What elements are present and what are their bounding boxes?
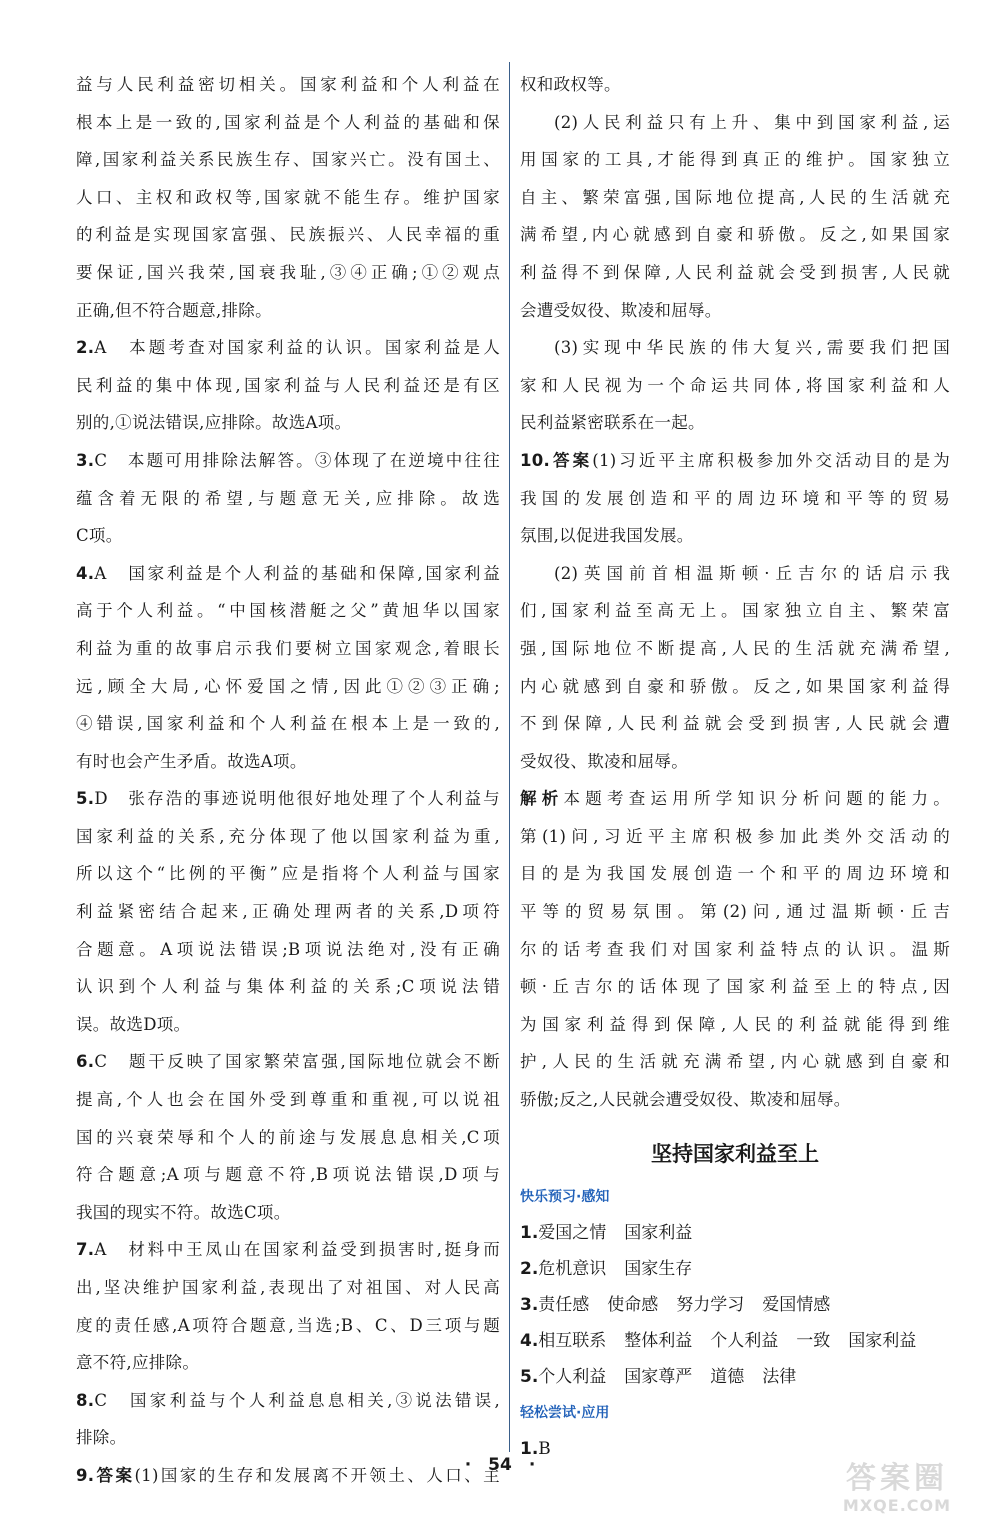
watermark-url: MXQE.COM — [842, 1496, 952, 1515]
text-line — [76, 1156, 500, 1194]
watermark-logo — [802, 1462, 992, 1518]
text-line — [76, 1081, 500, 1119]
line-text: ④错误,国家利益和个人利益在根本上是一致的, — [76, 714, 500, 734]
text-line — [76, 141, 500, 179]
text-line — [520, 668, 950, 706]
text-line — [76, 66, 500, 104]
line-text: (1)国家的生存和发展离不开领土、人口、主 — [134, 1465, 500, 1485]
answer-term: 个人利益 — [538, 1366, 607, 1387]
text-line — [76, 292, 500, 330]
line-text: 正确,但不符合题意,排除。 — [76, 300, 272, 320]
line-text: 障,国家利益关系民族生存、国家兴亡。没有国土、 — [76, 150, 500, 170]
line-text: 受奴役、欺凌和屈辱。 — [520, 751, 688, 771]
answer-label: 解析 — [520, 789, 564, 809]
line-text: 为国家利益得到保障,人民的利益就能得到维 — [520, 1014, 950, 1034]
text-line — [76, 216, 500, 254]
answer-term: 国家尊严 — [624, 1366, 693, 1387]
question-number: 5. — [76, 789, 95, 809]
line-text: 氛围,以促进我国发展。 — [520, 526, 694, 546]
line-text: C项。 — [76, 526, 123, 546]
text-line — [520, 216, 950, 254]
line-text: 骄傲;反之,人民就会遭受奴役、欺凌和屈辱。 — [520, 1090, 851, 1110]
line-text: C 本题可用排除法解答。③体现了在逆境中往往 — [94, 450, 500, 470]
line-text: A 本题考查对国家利益的认识。国家利益是人 — [94, 338, 500, 358]
line-text: 不到保障,人民利益就会受到损害,人民就会遭 — [520, 714, 950, 734]
line-text: 益与人民利益密切相关。国家利益和个人利益在 — [76, 75, 500, 94]
answer-row — [520, 1287, 950, 1323]
text-line — [520, 743, 950, 781]
text-line — [520, 66, 950, 104]
line-text: 的利益是实现国家富强、民族振兴、人民幸福的重 — [76, 225, 500, 245]
left-column — [76, 66, 500, 1495]
text-line — [520, 1081, 950, 1119]
answer-term: 法律 — [762, 1366, 797, 1387]
line-text: A 材料中王凤山在国家利益受到损害时,挺身而 — [94, 1240, 500, 1260]
line-text: 强,国际地位不断提高,人民的生活就充满希望, — [520, 638, 950, 658]
watermark-text: 答案圈 — [846, 1461, 948, 1496]
text-line — [76, 855, 500, 893]
line-text: 符合题意;A项与题意不符,B项说法错误,D项与 — [76, 1165, 500, 1185]
text-line — [520, 555, 950, 593]
answer-number: 1. — [520, 1222, 539, 1243]
text-line — [76, 1231, 500, 1269]
text-line — [76, 1307, 500, 1345]
text-line — [520, 141, 950, 179]
answer-term: 国家利益 — [848, 1330, 917, 1351]
answer-label: 答案 — [94, 1465, 135, 1485]
answer-row — [520, 1251, 950, 1287]
line-text: 内心就感到自豪和骄傲。反之,如果国家利益得 — [520, 676, 950, 696]
line-text: 合题意。A项说法错误;B项说法绝对,没有正确 — [76, 939, 500, 959]
line-text: 别的,①说法错误,应排除。故选A项。 — [76, 413, 352, 433]
column-divider — [509, 62, 510, 1452]
text-line — [520, 1043, 950, 1081]
text-line — [520, 968, 950, 1006]
text-line — [520, 367, 950, 405]
line-text: 平等的贸易氛围。第(2)问,通过温斯顿·丘吉 — [520, 902, 950, 922]
answer-number: 4. — [520, 1330, 539, 1351]
line-text: 有时也会产生矛盾。故选A项。 — [76, 751, 307, 771]
line-text: 蕴含着无限的希望,与题意无关,应排除。故选 — [76, 488, 500, 508]
text-line — [76, 104, 500, 142]
page-number: · 54 · — [464, 1455, 536, 1475]
line-text: 权和政权等。 — [520, 75, 621, 94]
text-line — [76, 1194, 500, 1232]
line-text: 排除。 — [76, 1428, 127, 1448]
line-text: 本题考查运用所学知识分析问题的能力。 — [563, 789, 950, 809]
answer-number: 3. — [520, 1294, 539, 1315]
question-number: 2. — [76, 338, 95, 358]
line-text: 护,人民的生活就充满希望,内心就感到自豪和 — [520, 1052, 950, 1072]
text-line — [76, 329, 500, 367]
line-text: 顿·丘吉尔的话体现了国家利益至上的特点,因 — [520, 977, 950, 997]
line-text: 度的责任感,A项符合题意,当选;B、C、D三项与题 — [76, 1315, 500, 1335]
text-line — [76, 1269, 500, 1307]
answer-term: 国家生存 — [624, 1258, 693, 1279]
line-text: 远,顾全大局,心怀爱国之情,因此①②③正确; — [76, 676, 500, 696]
text-line — [520, 329, 950, 367]
text-line — [76, 893, 500, 931]
answer-term: B — [538, 1438, 551, 1459]
text-line — [76, 404, 500, 442]
line-text: D 张存浩的事迹说明他很好地处理了个人利益与 — [94, 789, 500, 809]
answer-term: 相互联系 — [538, 1330, 607, 1351]
text-line — [520, 705, 950, 743]
text-line — [76, 179, 500, 217]
text-line — [76, 818, 500, 856]
line-text: C 国家利益与个人利益息息相关,③说法错误, — [94, 1390, 500, 1410]
text-line — [76, 705, 500, 743]
line-text: 用国家的工具,才能得到真正的维护。国家独立 — [520, 150, 950, 170]
answer-number: 2. — [520, 1258, 539, 1279]
text-line — [520, 254, 950, 292]
answer-term: 整体利益 — [624, 1330, 693, 1351]
line-text: 会遭受奴役、欺凌和屈辱。 — [520, 300, 722, 320]
line-text: 国家利益的关系,充分体现了他以国家利益为重, — [76, 826, 500, 846]
text-line — [76, 780, 500, 818]
text-line — [76, 592, 500, 630]
preview-heading: 快乐预习·感知 — [520, 1188, 610, 1205]
line-text: 高于个人利益。“中国核潜艇之父”黄旭华以国家 — [76, 601, 500, 621]
line-text: (2)英国前首相温斯顿·丘吉尔的话启示我 — [554, 563, 950, 583]
line-text: 利益为重的故事启示我们要树立国家观念,着眼长 — [76, 638, 500, 658]
line-text: 目的是为我国发展创造一个和平的周边环境和 — [520, 864, 950, 884]
text-line — [520, 292, 950, 330]
question-number: 7. — [76, 1240, 95, 1260]
question-number: 4. — [76, 563, 95, 583]
text-line — [76, 931, 500, 969]
answer-number: 1. — [520, 1438, 539, 1459]
answer-row — [520, 1215, 950, 1251]
line-text: 根本上是一致的,国家利益是个人利益的基础和保 — [76, 112, 500, 132]
answer-term: 使命感 — [607, 1294, 659, 1315]
text-line — [520, 442, 950, 480]
line-text: C 题干反映了国家繁荣富强,国际地位就会不断 — [94, 1052, 500, 1072]
line-text: 提高,个人也会在国外受到尊重和重视,可以说祖 — [76, 1090, 500, 1110]
text-line — [76, 1119, 500, 1157]
line-text: 家和人民视为一个命运共同体,将国家利益和人 — [520, 375, 950, 395]
text-line — [520, 818, 950, 856]
answer-term: 责任感 — [538, 1294, 590, 1315]
text-line — [520, 404, 950, 442]
text-line — [76, 1006, 500, 1044]
line-text: 第(1)问,习近平主席积极参加此类外交活动的 — [520, 826, 950, 846]
line-text: 自主、繁荣富强,国际地位提高,人民的生活就充 — [520, 187, 950, 207]
text-line — [76, 1043, 500, 1081]
line-text: 我国的现实不符。故选C项。 — [76, 1202, 291, 1222]
question-number: 8. — [76, 1390, 95, 1410]
line-text: 误。故选D项。 — [76, 1014, 191, 1034]
text-line — [76, 1382, 500, 1420]
text-line — [520, 780, 950, 818]
line-text: 民利益紧密联系在一起。 — [520, 413, 705, 433]
line-text: 利益得不到保障,人民利益就会受到损害,人民就 — [520, 262, 950, 282]
section-title: 坚持国家利益至上 — [651, 1141, 819, 1166]
line-text: (3)实现中华民族的伟大复兴,需要我们把国 — [554, 338, 950, 358]
practice-heading: 轻松尝试·应用 — [520, 1404, 610, 1421]
answer-term: 国家利益 — [624, 1222, 693, 1243]
line-text: 认识到个人利益与集体利益的关系;C项说法错 — [76, 977, 500, 997]
answer-term: 努力学习 — [676, 1294, 745, 1315]
question-number: 6. — [76, 1052, 95, 1072]
answer-label: 答案 — [550, 450, 593, 470]
line-text: 要保证,国兴我荣,国衰我耻,③④正确;①②观点 — [76, 262, 500, 282]
line-text: 国的兴衰荣辱和个人的前途与发展息息相关,C项 — [76, 1127, 500, 1147]
text-line — [520, 179, 950, 217]
text-line — [520, 480, 950, 518]
text-line — [520, 893, 950, 931]
line-text: 所以这个“比例的平衡”应是指将个人利益与国家 — [76, 864, 500, 884]
line-text: A 国家利益是个人利益的基础和保障,国家利益 — [94, 563, 500, 583]
text-line — [76, 1344, 500, 1382]
answer-term: 一致 — [796, 1330, 831, 1351]
text-line — [76, 480, 500, 518]
line-text: 尔的话考查我们对国家利益特点的认识。温斯 — [520, 939, 950, 959]
question-number: 10. — [520, 450, 551, 470]
text-line — [520, 517, 950, 555]
answer-number: 5. — [520, 1366, 539, 1387]
text-line — [76, 517, 500, 555]
text-line — [520, 592, 950, 630]
text-line — [76, 254, 500, 292]
answer-row — [520, 1323, 950, 1359]
text-line — [76, 968, 500, 1006]
right-column — [520, 66, 950, 1467]
answer-term: 个人利益 — [710, 1330, 779, 1351]
text-line — [76, 555, 500, 593]
text-line — [520, 104, 950, 142]
text-line — [76, 630, 500, 668]
line-text: 我国的发展创造和平的周边环境和平等的贸易 — [520, 488, 950, 508]
line-text: (2)人民利益只有上升、集中到国家利益,运 — [554, 112, 950, 132]
text-line — [76, 743, 500, 781]
line-text: 人口、主权和政权等,国家就不能生存。维护国家 — [76, 187, 500, 207]
answer-term: 道德 — [710, 1366, 745, 1387]
line-text: (1)习近平主席积极参加外交活动目的是为 — [592, 450, 950, 470]
text-line — [520, 931, 950, 969]
line-text: 们,国家利益至高无上。国家独立自主、繁荣富 — [520, 601, 950, 621]
answer-term: 爱国情感 — [762, 1294, 831, 1315]
question-number: 9. — [76, 1465, 95, 1485]
text-line — [520, 630, 950, 668]
answer-term: 危机意识 — [538, 1258, 607, 1279]
line-text: 满希望,内心就感到自豪和骄傲。反之,如果国家 — [520, 225, 950, 245]
text-line — [76, 668, 500, 706]
text-line — [76, 367, 500, 405]
line-text: 出,坚决维护国家利益,表现出了对祖国、对人民高 — [76, 1278, 500, 1297]
line-text: 民利益的集中体现,国家利益与人民利益还是有区 — [76, 375, 500, 395]
text-line — [76, 442, 500, 480]
question-number: 3. — [76, 450, 95, 470]
line-text: 利益紧密结合起来,正确处理两者的关系,D项符 — [76, 902, 500, 922]
answer-row — [520, 1359, 950, 1395]
line-text: 意不符,应排除。 — [76, 1353, 200, 1373]
text-line — [520, 1006, 950, 1044]
answer-term: 爱国之情 — [538, 1222, 607, 1243]
text-line — [520, 855, 950, 893]
